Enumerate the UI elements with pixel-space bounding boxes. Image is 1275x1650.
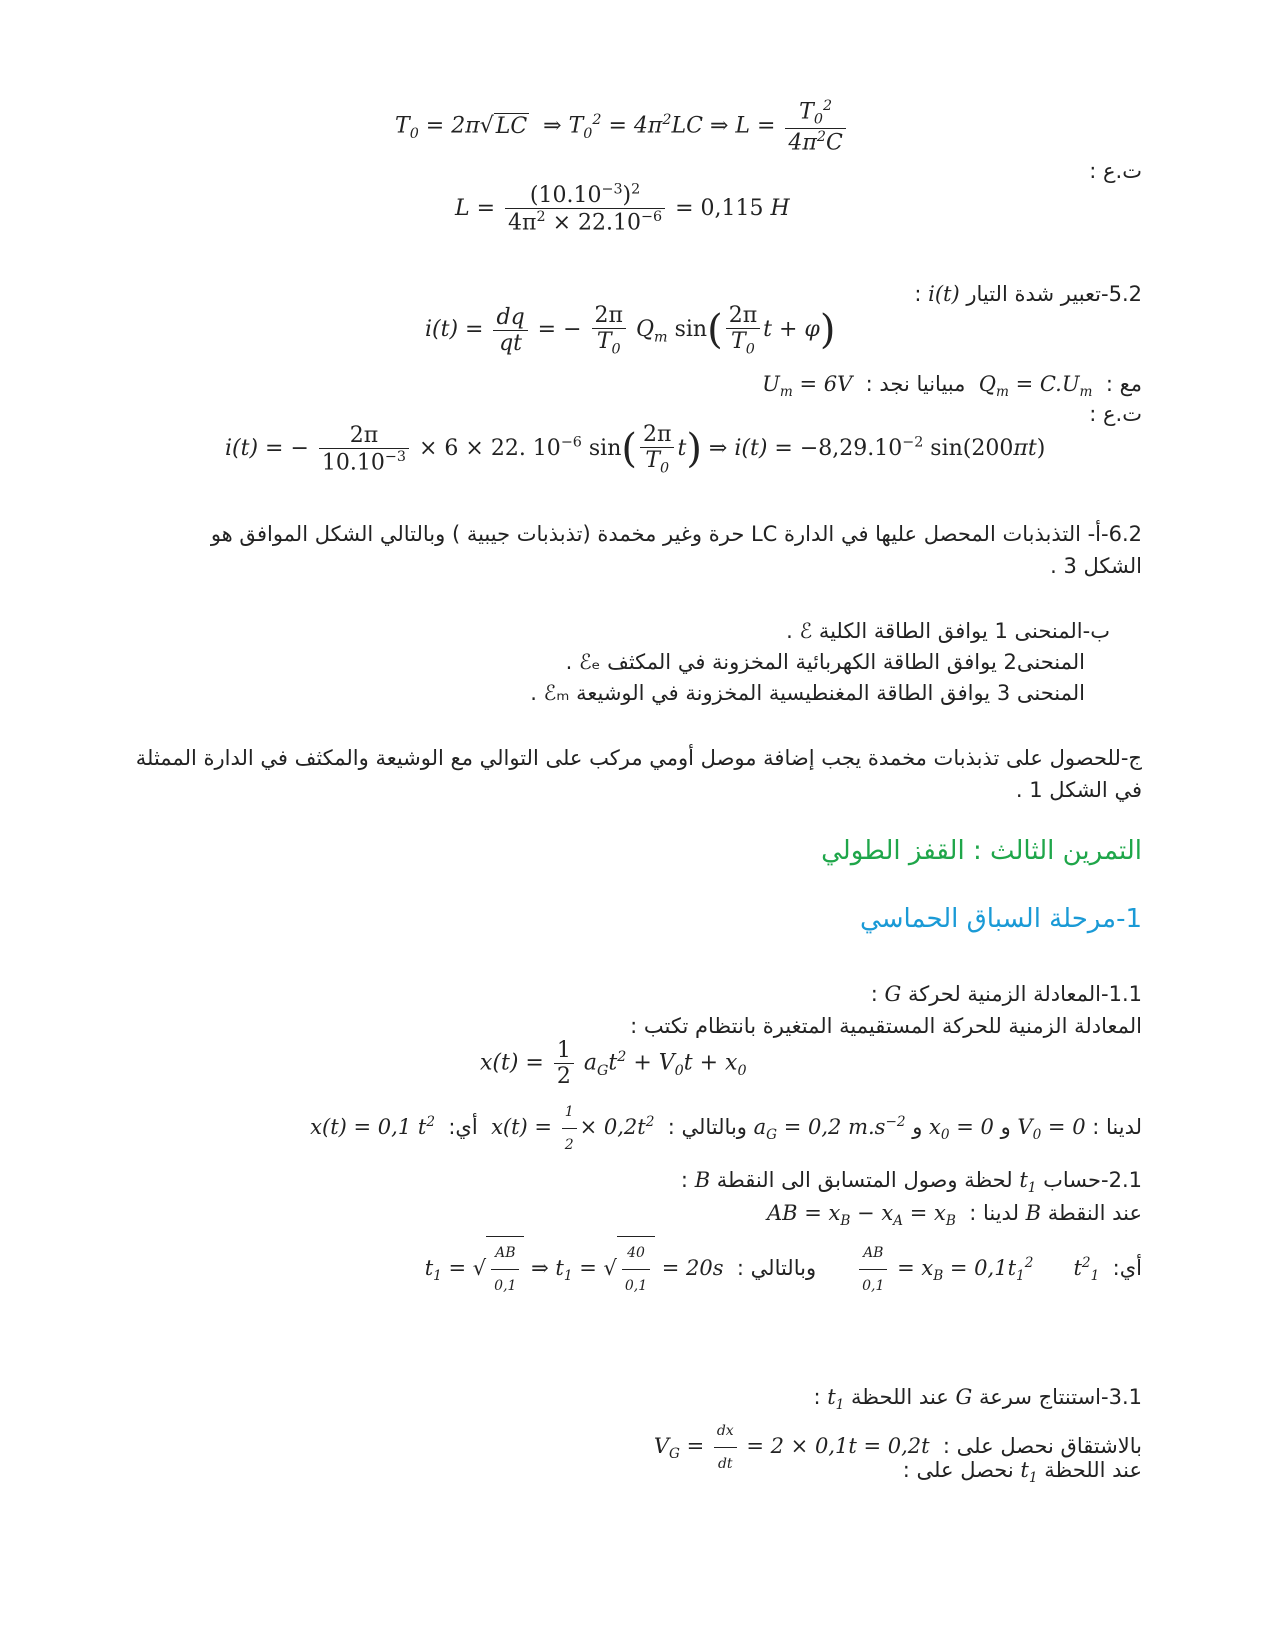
answer-6-2-b-2: المنحنى2 يوافق الطاقة الكهربائية المخزونة في المكثف ℰₑ . bbox=[565, 650, 1085, 674]
equation-current: i(t) = $\frac{dq}{qt}$ = − $\frac{2\pi}{T_0}$ $Q_m$ sin( $\frac{2\pi}{T_0}$ t + φ) bbox=[425, 303, 836, 358]
equation-motion-values: لدينا : $V_0 = 0$ و $x_0 = 0$ و $a_G = 0,2$ $m.s^{-2}$ وبالتالي : x(t) = $\frac{1}{2}$ × $0,2t^2$ أي: x(t) = 0,1 $t^2$ bbox=[310, 1096, 1142, 1161]
answer-6-2-b-3: المنحنى 3 يوافق الطاقة المغنطيسية المخزونة في الوشيعة ℰₘ . bbox=[530, 681, 1085, 705]
answer-6-2-b-1: ب-المنحنى 1 يوافق الطاقة الكلية ℰ . bbox=[786, 619, 1110, 643]
question-1-1-text: المعادلة الزمنية للحركة المستقيمية المتغيرة بانتظام تكتب : bbox=[630, 1014, 1142, 1038]
equation-period: $T_0 = 2\pi√LC$ ⇒ $T_0^2 = 4\pi^2LC$ ⇒ L = $\frac{T_0^2}{4\pi^2C}$ bbox=[395, 98, 849, 155]
answer-6-2-c: ج-للحصول على تذبذبات مخمدة يجب إضافة موصل أومي مركب على التوالي مع الوشيعة والمكثف في الدارة الممثلة في الشكل 1 . bbox=[135, 746, 1142, 802]
equation-time: أي: $x_B = 0,1t_1^2$ $t^2_1$ = $\frac{AB}{0,1}$ وبالتالي : $t_1$ = √ $\frac{AB}{0,1}$ ⇒ $t_1$ = √ $\frac{40}{0,1}$ = 20s bbox=[425, 1236, 1142, 1302]
question-3-1-derivative: بالاشتقاق نحصل على : $V_G$ = $\frac{dx}{dt}$ = 2 × 0,1t = 0,2t bbox=[654, 1415, 1142, 1480]
numerical-application-label: ت.ع : bbox=[1089, 159, 1142, 183]
section-1-title: 1-مرحلة السباق الحماسي bbox=[860, 904, 1142, 934]
numerical-application-label-2: ت.ع : bbox=[1089, 402, 1142, 426]
equation-inductance: L = $\frac{(10.10^{-3})^2}{4\pi^2 \times 22.10^{-6}}$ = 0,115 H bbox=[455, 182, 790, 236]
answer-6-2-a: 6.2-أ- التذبذبات المحصل عليها في الدارة LC حرة وغير مخمدة (تذبذبات جيبية ) وبالتالي الشكل الموافق هو الشكل 3 . bbox=[210, 522, 1142, 578]
question-5-2: 5.2-تعبير شدة التيار i(t) : bbox=[914, 282, 1142, 306]
question-1-1: 1.1-المعادلة الزمنية لحركة G : bbox=[870, 982, 1142, 1006]
question-2-1-text: عند النقطة B لدينا : AB = $x_B - x_A = x_B$ bbox=[766, 1201, 1142, 1230]
exercise-3-title: التمرين الثالث : القفز الطولي bbox=[821, 836, 1142, 866]
with-line: مع : $Q_m = C.U_m$ مبيانيا نجد : $U_m = 6V$ bbox=[762, 372, 1142, 401]
equation-motion: x(t) = $\frac{1}{2}$ $a_Gt^2 + V_0t + x_0$ bbox=[480, 1038, 747, 1089]
question-3-1: 3.1-استنتاج سرعة G عند اللحظة $t_1$ : bbox=[813, 1385, 1142, 1414]
equation-current-numeric: i(t) = − $\frac{2\pi}{10.10^{-3}}$ × 6 × 22. $10^{-6}$ sin( $\frac{2\pi}{T_0}$ t) ⇒ $i(t) = -8,29.10^{-2}$ sin(200πt) bbox=[225, 422, 1046, 477]
question-3-1-at-t1: عند اللحظة $t_1$ نحصل على : bbox=[902, 1458, 1142, 1487]
question-2-1: 2.1-حساب $t_1$ لحظة وصول المتسابق الى النقطة B : bbox=[680, 1168, 1142, 1197]
